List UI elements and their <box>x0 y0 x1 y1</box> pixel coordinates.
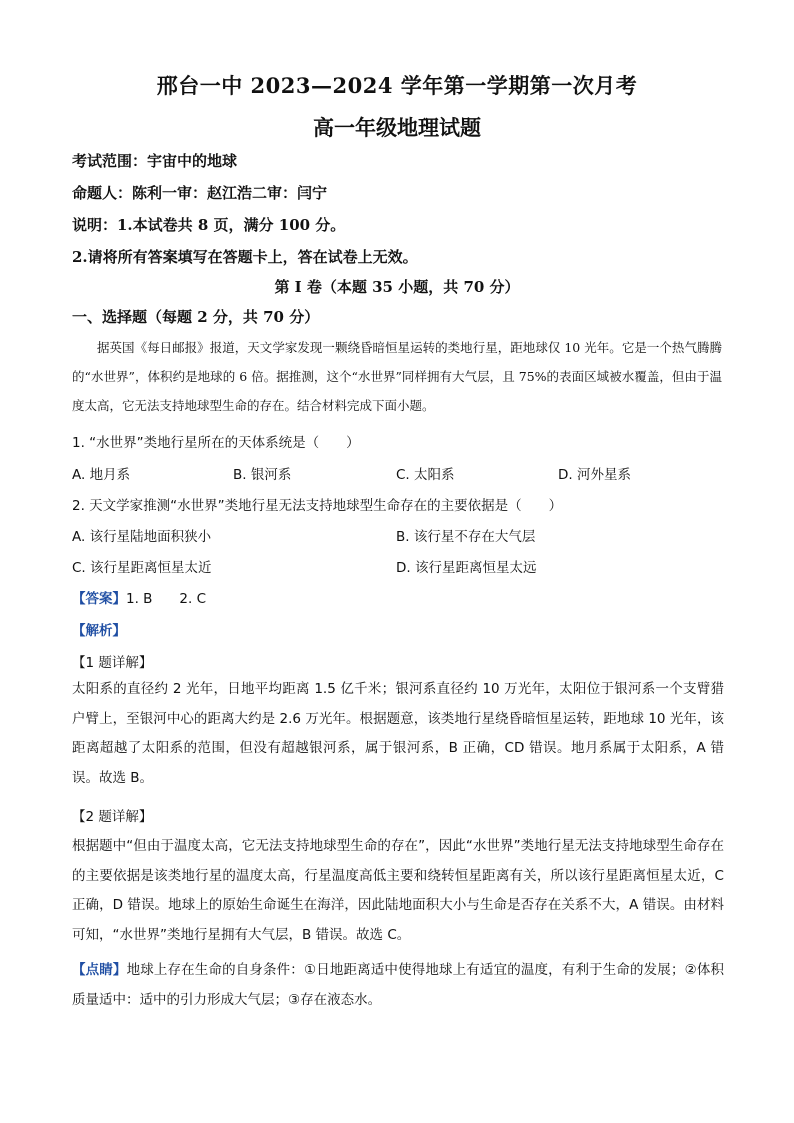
reading-passage <box>72 333 722 420</box>
question-1-option-b: B. 银河系 <box>233 467 292 483</box>
exam-authors: 命题人：陈利一审：赵江浩二审：闫宁 <box>72 184 328 202</box>
question-1-stem: 1. “水世界”类地行星所在的天体系统是（ ） <box>72 435 360 451</box>
question-2-stem: 2. 天文学家推测“水世界”类地行星无法支持地球型生命存在的主要依据是（ ） <box>72 498 563 514</box>
question-2-option-d: D. 该行星距离恒星太远 <box>396 560 537 576</box>
exam-title: 邢台一中 2023—2024 学年第一学期第一次月考 <box>156 73 638 98</box>
analysis-label: 【解析】 <box>72 623 126 639</box>
tip-block <box>72 956 724 1015</box>
detail-1-heading: 【1 题详解】 <box>72 655 153 671</box>
answer-text: 1. B 2. C <box>126 591 207 607</box>
tip-text: 地球上存在生命的自身条件：①日地距离适中使得地球上有适宜的温度，有利于生命的发展；②体积质量适中：适中的引力形成大气层；③存在液态水。 <box>72 962 724 1008</box>
passage-text: 据英国《每日邮报》报道，天文学家发现一颗绕昏暗恒星运转的类地行星，距地球仅 10 光年。它是一个热气腾腾的“水世界”，体积约是地球的 6 倍。据推测，这个“水世界”同样拥有大气层，且 75%的表面区域被水覆盖，但由于温度太高，它无法支持地球型生命的存在。结合材料完成下面小题。 <box>72 340 722 413</box>
analysis-line <box>72 619 126 639</box>
exam-note-2: 2.请将所有答案填写在答题卡上，答在试卷上无效。 <box>72 248 418 266</box>
question-2-option-b: B. 该行星不存在大气层 <box>396 529 536 545</box>
question-1-option-a: A. 地月系 <box>72 467 131 483</box>
answer-label: 【答案】 <box>72 591 126 607</box>
exam-subtitle: 高一年级地理试题 <box>313 115 481 140</box>
answer-line <box>72 587 206 607</box>
exam-scope: 考试范围：宇宙中的地球 <box>72 152 238 170</box>
detail-2-text: 根据题中“但由于温度太高，它无法支持地球型生命的存在”，因此“水世界”类地行星无法支持地球型生命存在的主要依据是该类地行星的温度太高，行星温度高低主要和绕转恒星距离有关，所以该行星距离恒星太近，C 正确，D 错误。地球上的原始生命诞生在海洋，因此陆地面积大小与生命是否存在关系不大，A 错误。由材料可知，“水世界”类地行星拥有大气层，B 错误。故选 C。 <box>72 838 724 943</box>
question-1-option-d: D. 河外星系 <box>558 467 631 483</box>
detail-2-heading: 【2 题详解】 <box>72 809 153 825</box>
question-2-option-a: A. 该行星陆地面积狭小 <box>72 529 212 545</box>
section-heading: 一、选择题（每题 2 分，共 70 分） <box>72 308 320 326</box>
question-2-option-c: C. 该行星距离恒星太近 <box>72 560 212 576</box>
exam-note-1: 说明：1.本试卷共 8 页，满分 100 分。 <box>72 216 346 234</box>
volume-heading: 第 I 卷（本题 35 小题，共 70 分） <box>274 278 520 296</box>
question-1-option-c: C. 太阳系 <box>396 467 455 483</box>
detail-1-text: 太阳系的直径约 2 光年，日地平均距离 1.5 亿千米；银河系直径约 10 万光年，太阳位于银河系一个支臂猎户臂上，至银河中心的距离大约是 2.6 万光年。根据题意，该类地行星绕昏暗恒星运转，距地球 10 光年，该距离超越了太阳系的范围，但没有超越银河系，属于银河系，B 正确，CD 错误。地月系属于太阳系，A 错误。故选 B。 <box>72 681 724 786</box>
tip-label: 【点睛】 <box>72 962 127 978</box>
